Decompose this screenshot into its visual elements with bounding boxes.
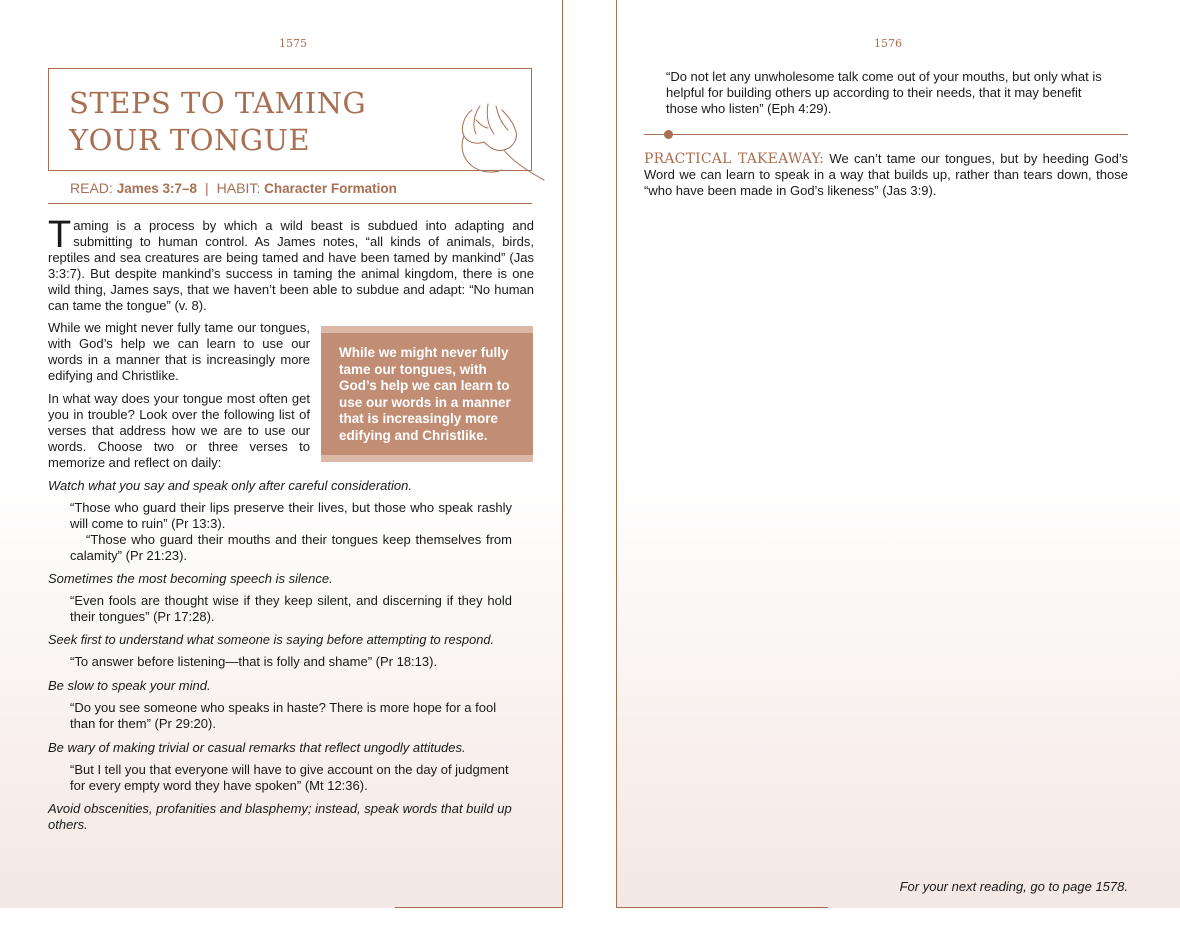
section-heading: Avoid obscenities, profanities and blasphemy; instead, speak words that build up others. [48,801,512,832]
page-title [69,85,366,159]
intro-paragraph [48,214,534,314]
verse-item: “Those who guard their mouths and their tongues keep themselves from calamity” (Pr 21:23). [70,532,512,563]
section-heading: Watch what you say and speak only after careful consideration. [48,478,412,493]
section-heading: Seek first to understand what someone is saying before attempting to respond. [48,632,495,647]
title-line-2: YOUR TONGUE [69,123,311,157]
section-heading: Be slow to speak your mind. [48,678,211,693]
closing-verse: “Do not let any unwholesome talk come out of your mouths, but only what is helpful for building others up according to their needs, that it may benefit those who listen” (Eph 4:29). [666,69,1102,116]
section-heading: Sometimes the most becoming speech is silence. [48,571,333,586]
right-page [616,0,1180,908]
habit-value: Character Formation [264,181,397,196]
left-page-number: 1575 [279,37,307,50]
title-line-1: STEPS TO TAMING [69,86,367,120]
verse-item: “To answer before listening—that is folly and shame” (Pr 18:13). [70,654,438,669]
section-divider [644,134,1128,135]
right-page-number: 1576 [874,37,902,50]
verse-item: “Do you see someone who speaks in haste? There is more hope for a fool than for them” (Pr 29:20). [70,700,497,731]
read-label: READ: [70,180,113,196]
pull-quote-box [321,326,533,462]
next-reading-note: For your next reading, go to page 1578. [899,879,1128,894]
left-page-corner-rule [395,907,562,908]
takeaway-label: PRACTICAL TAKEAWAY: [644,151,825,167]
drop-cap: T [48,214,72,256]
paragraph-2: While we might never fully tame our tongues, with God’s help we can learn to use our words in a manner that is increasingly more edifying and Christlike. [48,320,310,383]
section-heading: Be wary of making trivial or casual remarks that reflect ungodly attitudes. [48,740,466,755]
habit-label: HABIT: [216,180,261,196]
takeaway-text: We can’t tame our tongues, but by heeding God’s Word we can learn to speak in a way that builds up, rather than tears down, those “who have been made in God’s likeness” (Jas 3:9). [644,151,1128,198]
verse-item: “But I tell you that everyone will have to give account on the day of judgment for every empty word they have spoken” (Mt 12:36). [70,762,509,793]
read-reference: James 3:7–8 [116,181,198,196]
reading-info-bar [48,172,532,204]
separator: | [205,180,209,196]
pull-quote-text: While we might never fully tame our tongues, with God’s help we can learn to use our words in a manner that is increasingly more edifying and Christlike. [339,345,511,443]
verse-item: “Even fools are thought wise if they keep silent, and discerning if they hold their tongues” (Pr 17:28). [70,593,512,624]
intro-text: aming is a process by which a wild beast is subdued into adapting and submitting to human control. As James notes, “all kinds of animals, birds, reptiles and sea creatures are being tamed and have been tamed by mankind” (Jas 3:3:7). But despite mankind’s success in taming the animal kingdom, there is one wild thing, James says, that we haven’t been able to subdue and adapt: “No human can tame the tongue” (v. 8). [48,218,534,313]
right-page-corner-rule [616,907,828,908]
verse-item: “Those who guard their lips preserve their lives, but those who speak rashly will come to ruin” (Pr 13:3). [70,500,512,531]
practical-takeaway [644,151,1128,199]
paragraph-3: In what way does your tongue most often get you in trouble? Look over the following list of verses that address how we are to use our words. Choose two or three verses to memorize and reflect on daily: [48,391,310,470]
divider-dot [664,130,673,139]
